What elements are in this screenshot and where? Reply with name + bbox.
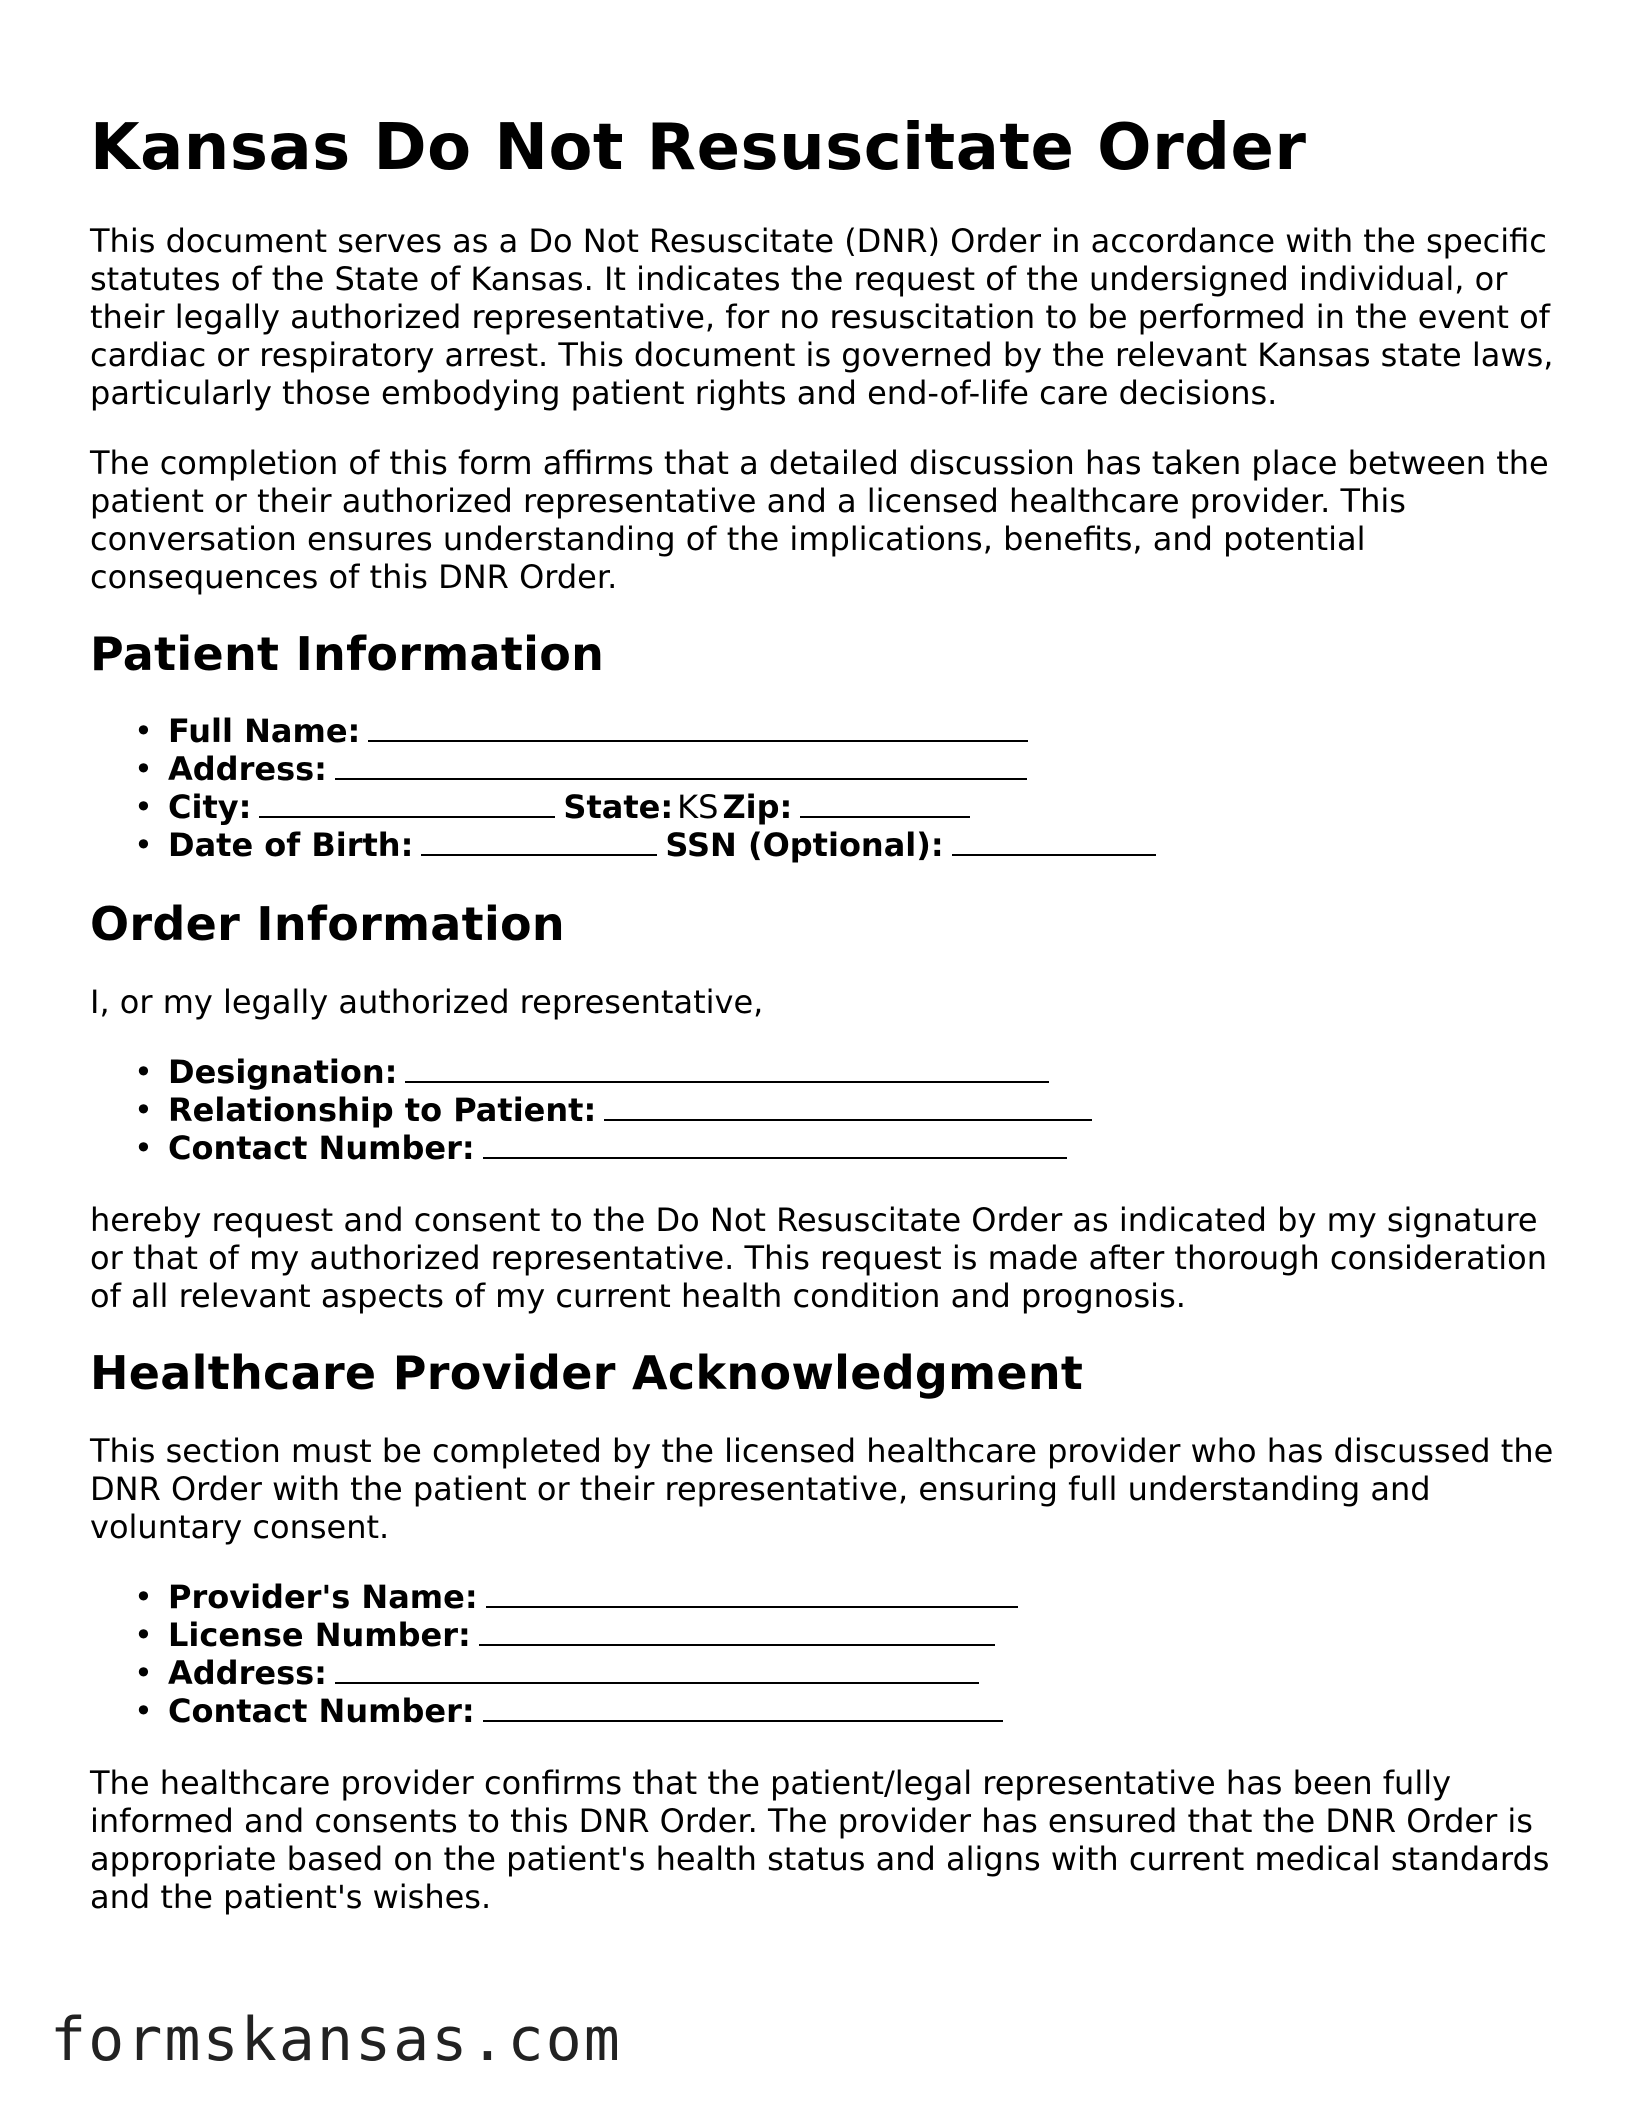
designation-label: Designation: [168, 1053, 398, 1092]
provider-name-row [168, 1578, 1570, 1616]
address-field[interactable] [335, 752, 1027, 780]
ssn-field[interactable] [952, 828, 1156, 856]
order-information-heading: Order Information [90, 897, 565, 952]
provider-instruction-text: This section must be completed by the licensed healthcare provider who has discussed the DNR Order with the patient or their representative, ensuring full understanding and voluntary consent. [90, 1432, 1554, 1547]
state-value: KS [677, 788, 719, 827]
ssn-label: SSN (Optional): [665, 826, 944, 865]
provider-address-label: Address: [168, 1654, 327, 1693]
relationship-label: Relationship to Patient: [168, 1091, 597, 1130]
full-name-field[interactable] [368, 714, 1028, 742]
full-name-label: Full Name: [168, 712, 361, 751]
relationship-field[interactable] [604, 1093, 1092, 1121]
state-label: State: [563, 788, 674, 827]
watermark-text: formskansas.com [50, 2005, 622, 2075]
license-number-label: License Number: [168, 1616, 471, 1655]
patient-information-list [90, 712, 1570, 864]
document-title: Kansas Do Not Resuscitate Order [90, 111, 1307, 185]
order-information-list [90, 1053, 1570, 1167]
full-name-row [168, 712, 1570, 750]
patient-information-heading: Patient Information [90, 626, 605, 681]
zip-field[interactable] [800, 790, 970, 818]
zip-label: Zip: [722, 788, 793, 827]
city-state-zip-row [168, 788, 1570, 826]
order-lead-text: I, or my legally authorized representative, [90, 983, 764, 1022]
date-of-birth-field[interactable] [421, 828, 657, 856]
contact-number-label: Contact Number: [168, 1129, 475, 1168]
designation-row [168, 1053, 1570, 1091]
document-page [90, 112, 1570, 1948]
provider-address-field[interactable] [335, 1656, 979, 1684]
license-number-field[interactable] [479, 1618, 995, 1646]
contact-number-row [168, 1129, 1570, 1167]
provider-name-field[interactable] [486, 1580, 1018, 1608]
intro-paragraph-2: The completion of this form affirms that a detailed discussion has taken place between the patient or their authorized representative and a licensed healthcare provider. This conversation ensures understanding of the implications, benefits, and potential consequences of this DNR Order. [90, 443, 1549, 596]
address-row [168, 750, 1570, 788]
provider-acknowledgment-heading: Healthcare Provider Acknowledgment [90, 1346, 1084, 1401]
provider-contact-label: Contact Number: [168, 1692, 475, 1731]
city-field[interactable] [259, 790, 555, 818]
contact-number-field[interactable] [483, 1131, 1067, 1159]
intro-paragraph-1: This document serves as a Do Not Resuscitate (DNR) Order in accordance with the specific statutes of the State of Kansas. It indicates the request of the undersigned individual, or their legally authorized representative, for no resuscitation to be performed in the event of cardiac or respiratory arrest. This document is governed by the relevant Kansas state laws, particularly those embodying patient rights and end-of-life care decisions. [90, 221, 1554, 412]
provider-information-list [90, 1578, 1570, 1730]
relationship-row [168, 1091, 1570, 1129]
dob-ssn-row [168, 826, 1570, 864]
order-consent-text: hereby request and consent to the Do Not Resuscitate Order as indicated by my signature or that of my authorized representative. This request is made after thorough consideration of all relevant aspects of my current health condition and prognosis. [90, 1201, 1547, 1316]
license-number-row [168, 1616, 1570, 1654]
city-label: City: [168, 788, 252, 827]
provider-contact-field[interactable] [483, 1694, 1003, 1722]
provider-address-row [168, 1654, 1570, 1692]
date-of-birth-label: Date of Birth: [168, 826, 414, 865]
provider-contact-row [168, 1692, 1570, 1730]
provider-confirmation-text: The healthcare provider confirms that the patient/legal representative has been fully informed and consents to this DNR Order. The provider has ensured that the DNR Order is appropriate based on the patient's health status and aligns with current medical standards and the patient's wishes. [90, 1764, 1550, 1917]
provider-name-label: Provider's Name: [168, 1578, 478, 1617]
designation-field[interactable] [405, 1055, 1049, 1083]
address-label: Address: [168, 750, 327, 789]
